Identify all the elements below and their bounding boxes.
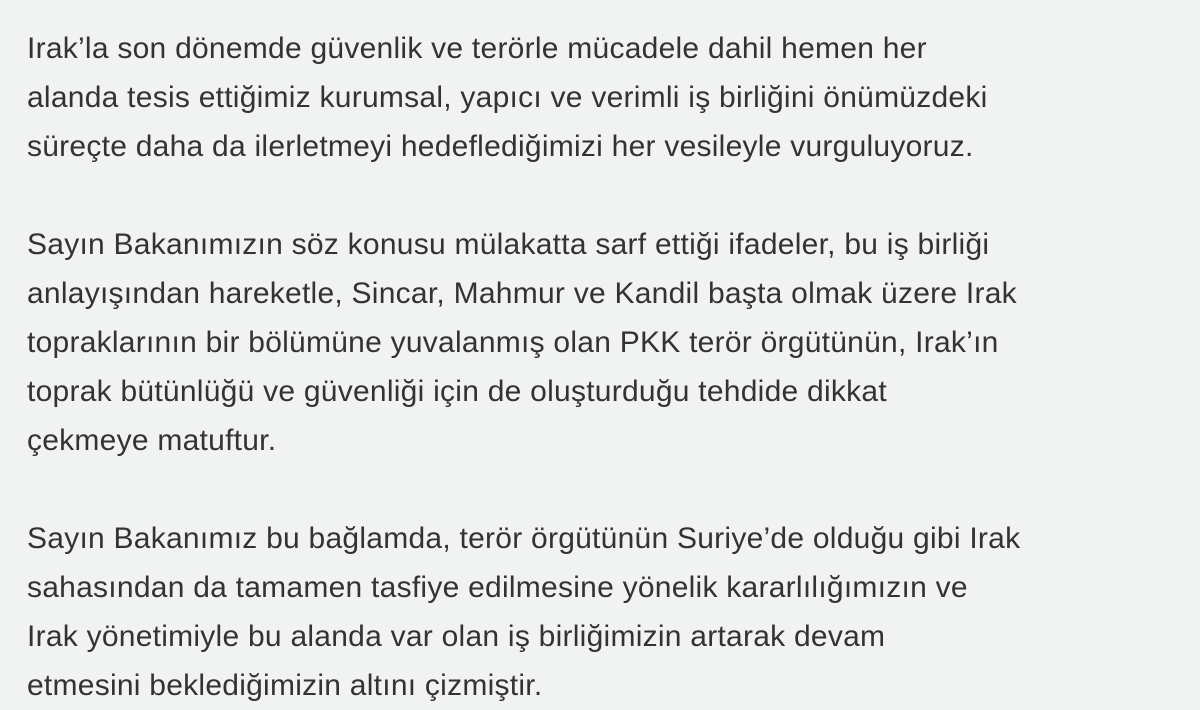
text-line: anlayışından hareketle, Sincar, Mahmur ve Kandil başta olmak üzere Irak xyxy=(27,277,1017,310)
text-line: sahasından da tamamen tasfiye edilmesine yönelik kararlılığımızın ve xyxy=(27,571,968,604)
paragraph xyxy=(27,514,1160,710)
paragraph xyxy=(27,24,1160,171)
text-line: etmesini beklediğimizin altını çizmiştir. xyxy=(27,669,543,702)
text-line: Sayın Bakanımızın söz konusu mülakatta sarf ettiği ifadeler, bu iş birliği xyxy=(27,228,990,261)
text-line: Sayın Bakanımız bu bağlamda, terör örgütünün Suriye’de olduğu gibi Irak xyxy=(27,522,1021,555)
text-line: toprak bütünlüğü ve güvenliği için de oluşturduğu tehdide dikkat xyxy=(27,375,887,408)
paragraph xyxy=(27,220,1160,465)
text-line: Irak yönetimiyle bu alanda var olan iş birliğimizin artarak devam xyxy=(27,620,886,653)
text-line: süreçte daha da ilerletmeyi hedeflediğimizi her vesileyle vurguluyoruz. xyxy=(27,130,974,163)
text-line: alanda tesis ettiğimiz kurumsal, yapıcı ve verimli iş birliğini önümüzdeki xyxy=(27,81,988,114)
text-line: Irak’la son dönemde güvenlik ve terörle mücadele dahil hemen her xyxy=(27,32,927,65)
text-line: topraklarının bir bölümüne yuvalanmış olan PKK terör örgütünün, Irak’ın xyxy=(27,326,999,359)
text-line: çekmeye matuftur. xyxy=(27,424,277,457)
